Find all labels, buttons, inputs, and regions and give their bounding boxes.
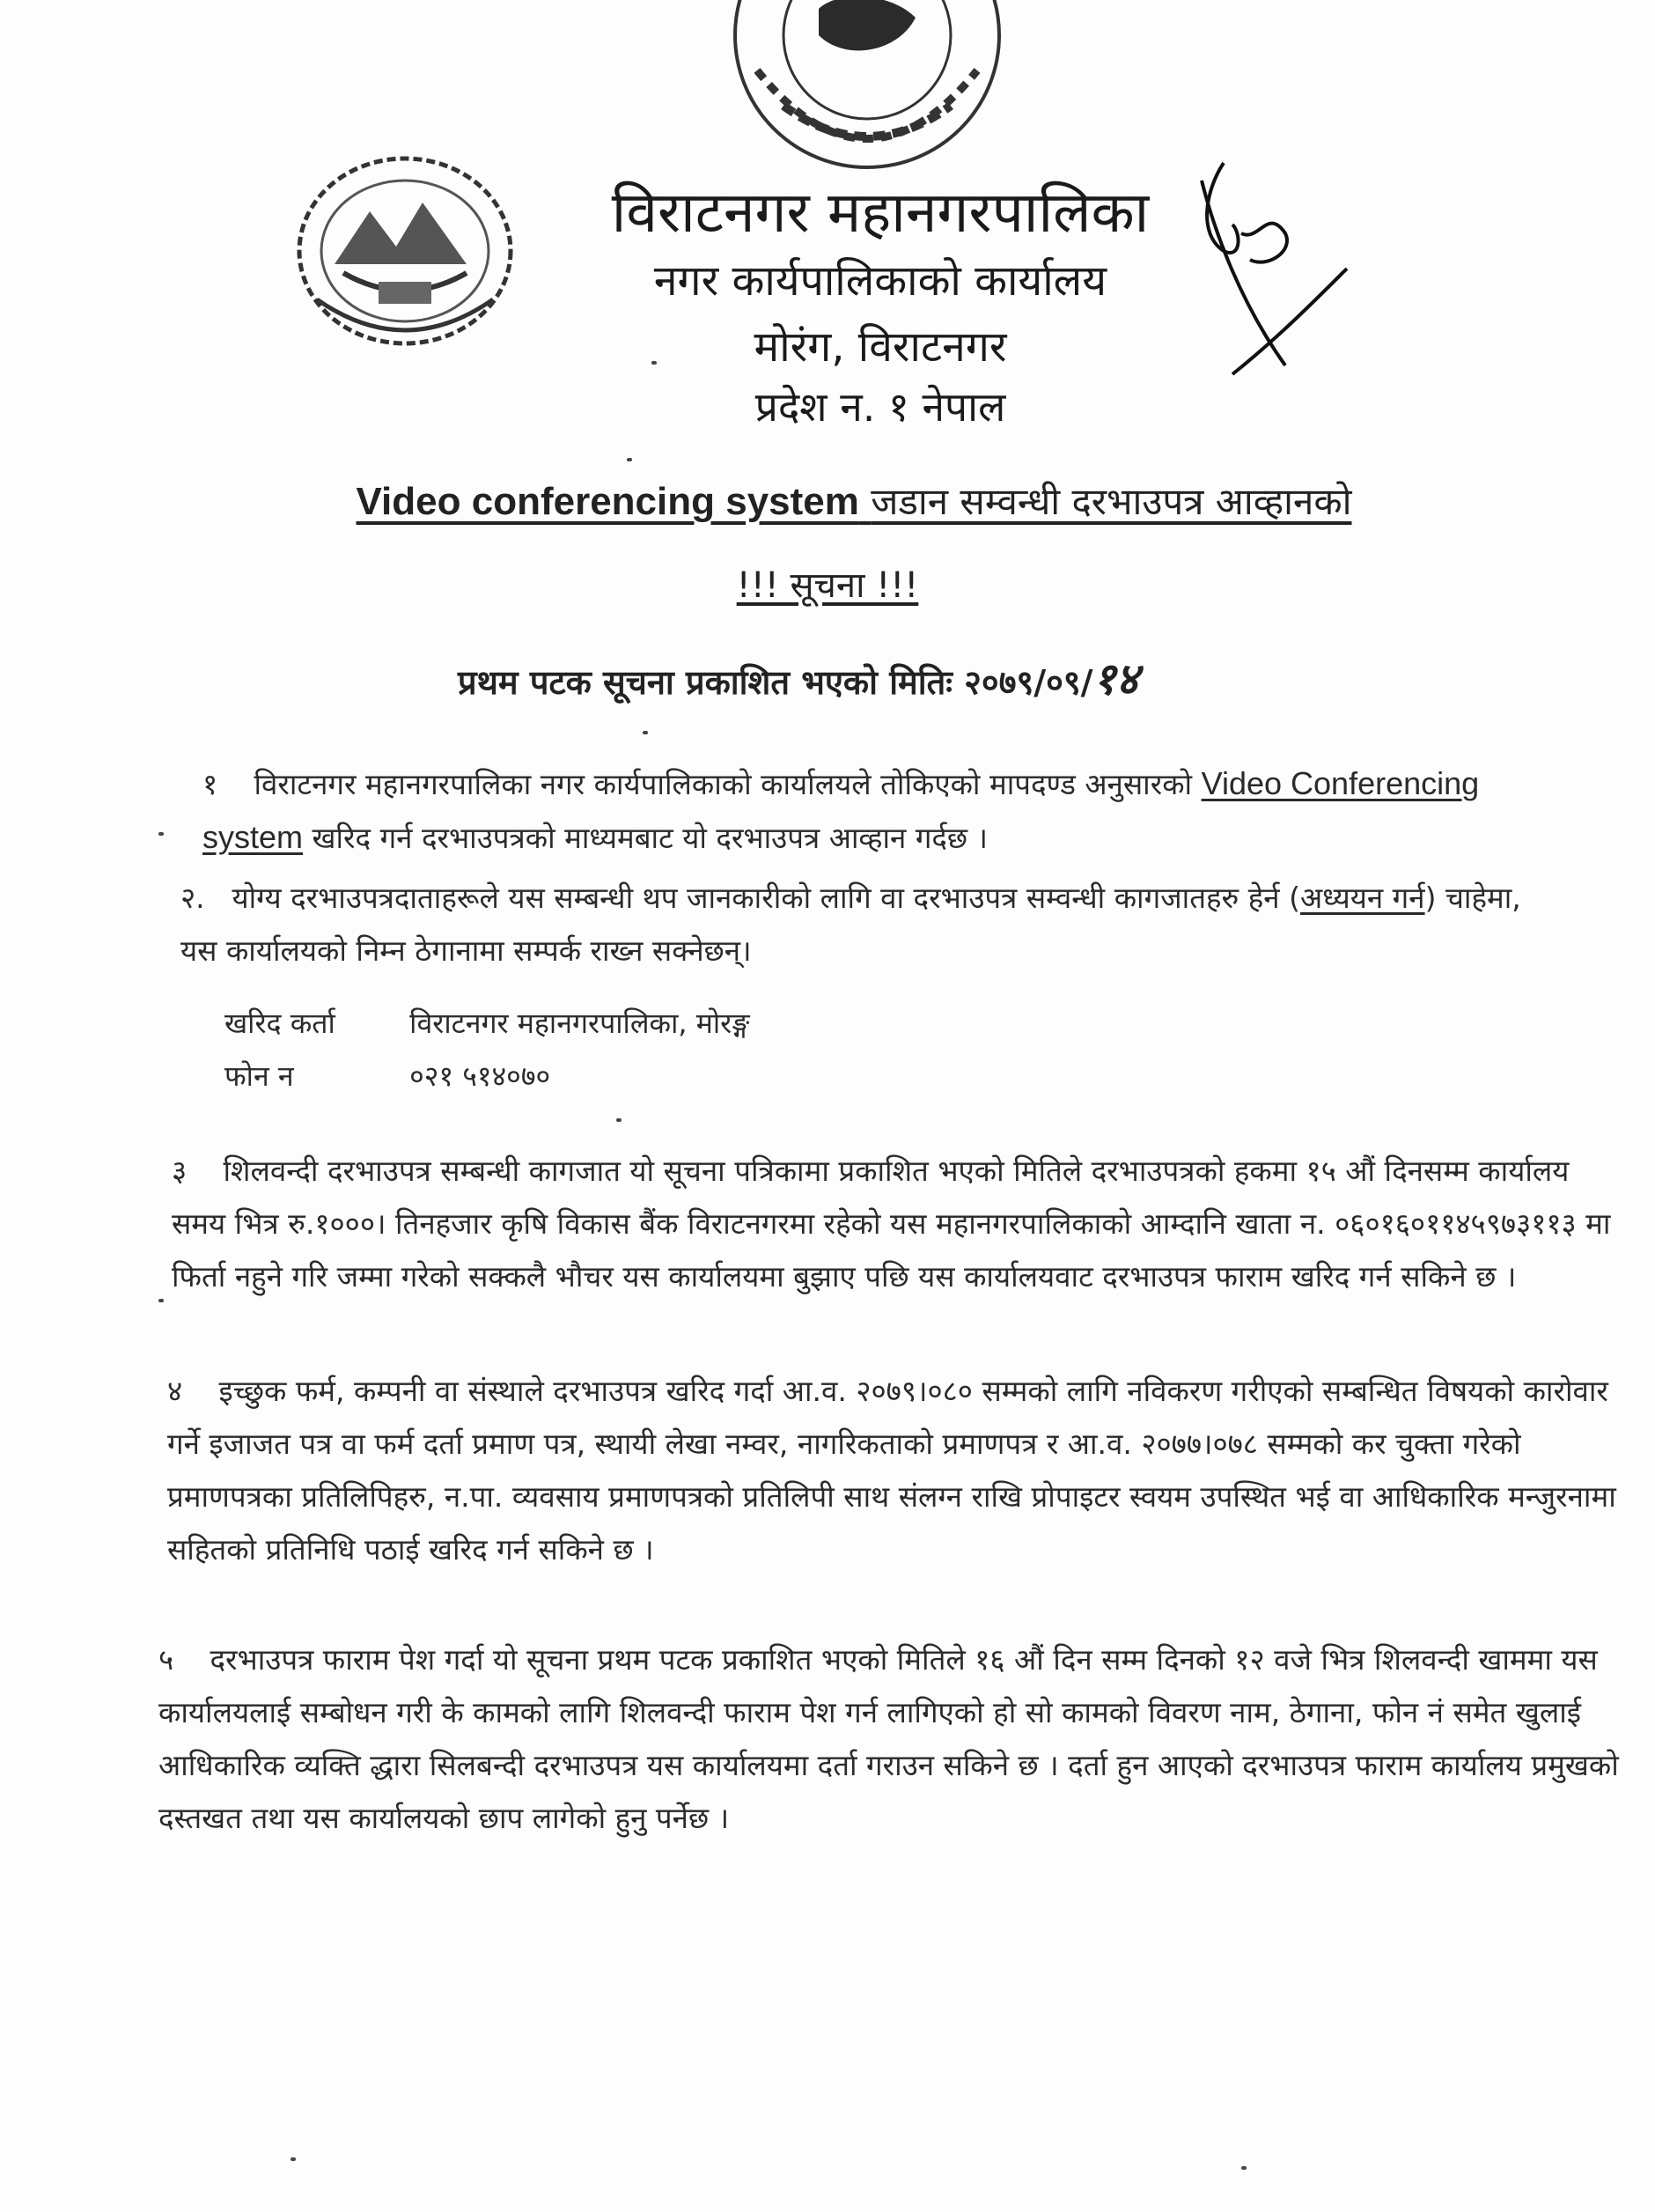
office-name: नगर कार्यपालिकाको कार्यालय [653, 256, 1107, 306]
paragraph-number: १ [202, 767, 218, 801]
scan-speck [651, 361, 657, 365]
notice-title [264, 476, 1444, 526]
scan-speck [616, 1118, 622, 1122]
scan-speck [158, 832, 164, 836]
org-name: विराटनगर महानगरपालिका [611, 181, 1150, 246]
title-english-part: Video conferencing system [356, 480, 859, 523]
paragraph-number: ४ [167, 1374, 183, 1408]
notice-heading: !!! सूचना !!! [736, 565, 919, 606]
scan-speck [627, 458, 632, 461]
buyer-value: विराटनगर महानगरपालिका, मोरङ्ग [409, 1006, 750, 1040]
publication-date-printed: २०७९/०९/ [964, 663, 1093, 702]
phone-value: ०२१ ५१४०७० [409, 1059, 551, 1093]
scan-speck [291, 2157, 296, 2161]
contact-buyer [224, 1004, 750, 1042]
paragraph-2: २. योग्य दरभाउपत्रदाताहरूले यस सम्बन्धी थप जानकारीको लागि वा दरभाउपत्र सम्वन्धी कागजातहरु हेर्न (अध्ययन गर्न) चाहेमा, यस कार्यालयको निम्न ठेगानामा सम्पर्क राख्न सक्नेछन्। [180, 872, 1554, 977]
paragraph-1: १ विराटनगर महानगरपालिका नगर कार्यपालिकाको कार्यालयले तोकिएको मापदण्ड अनुसारको Video Conferencing system खरिद गर्न दरभाउपत्रको माध्यमबाट यो दरभाउपत्र आव्हान गर्दछ । [202, 757, 1541, 865]
district-name: मोरंग, विराटनगर [754, 322, 1007, 372]
publication-label: प्रथम पटक सूचना प्रकाशित भएको मितिः [458, 663, 953, 702]
contact-phone [224, 1057, 550, 1095]
buyer-label: खरिद कर्ता [224, 1006, 335, 1040]
publication-date-line [458, 647, 1139, 707]
paragraph-3: ३ शिलवन्दी दरभाउपत्र सम्बन्धी कागजात यो सूचना पत्रिकामा प्रकाशित भएको मितिले दरभाउपत्रको हकमा १५ औं दिनसम्म कार्यालय समय भित्र रु.१०००। तिनहजार कृषि विकास बैंक विराटनगरमा रहेको यस महानगरपालिकाको आम्दानि खाता न. ०६०१६०११४५९७३११३ मा फिर्ता नहुने गरि जम्मा गरेको सक्कलै भौचर यस कार्यालयमा बुझाए पछि यस कार्यालयवाट दरभाउपत्र फाराम खरिद गर्न सकिने छ । [172, 1145, 1615, 1303]
title-nepali-part: जडान सम्वन्धी दरभाउपत्र आव्हानको [871, 480, 1352, 523]
province-name: प्रदेश न. १ नेपाल [754, 383, 1006, 431]
paragraph-4: ४ इच्छुक फर्म, कम्पनी वा संस्थाले दरभाउपत्र खरिद गर्दा आ.व. २०७९।०८० सम्मको लागि नविकरण गरीएको सम्बन्धित विषयको कारोवार गर्ने इजाजत पत्र वा फर्म दर्ता प्रमाण पत्र, स्थायी लेखा नम्वर, नागरिकताको प्रमाणपत्र र आ.व. २०७७।०७८ सम्मको कर चुक्ता गरेको प्रमाणपत्रका प्रतिलिपिहरु, न.पा. व्यवसाय प्रमाणपत्रको प्रतिलिपी साथ संलग्न राखि प्रोपाइटर स्वयम उपस्थित भई वा आधिकारिक मन्जुरनामा सहितको प्रतिनिधि पठाई खरिद गर्न सकिने छ । [167, 1365, 1620, 1576]
scan-speck [158, 1299, 164, 1302]
publication-date-handwritten: १४ [1092, 653, 1139, 704]
paragraph-number: २. [180, 881, 205, 915]
paragraph-5: ५ दरभाउपत्र फाराम पेश गर्दा यो सूचना प्रथम पटक प्रकाशित भएको मितिले १६ औं दिन सम्म दिनको १२ वजे भित्र शिलवन्दी खाममा यस कार्यालयलाई सम्बोधन गरी के कामको लागि शिलवन्दी फाराम पेश गर्न लागिएको हो सो कामको विवरण नाम, ठेगाना, फोन नं समेत खुलाई आधिकारिक व्यक्ति द्धारा सिलबन्दी दरभाउपत्र यस कार्यालयमा दर्ता गराउन सकिने छ । दर्ता हुन आएको दरभाउपत्र फाराम कार्यालय प्रमुखको दस्तखत तथा यस कार्यालयको छाप लागेको हुनु पर्नेछ । [158, 1633, 1629, 1845]
paragraph-number: ५ [158, 1642, 174, 1677]
english-term: Video Conferencing system [202, 765, 1480, 855]
scan-speck [643, 731, 648, 734]
paragraph-number: ३ [172, 1154, 188, 1188]
phone-label: फोन न [224, 1059, 294, 1093]
scan-speck [1241, 2166, 1247, 2170]
